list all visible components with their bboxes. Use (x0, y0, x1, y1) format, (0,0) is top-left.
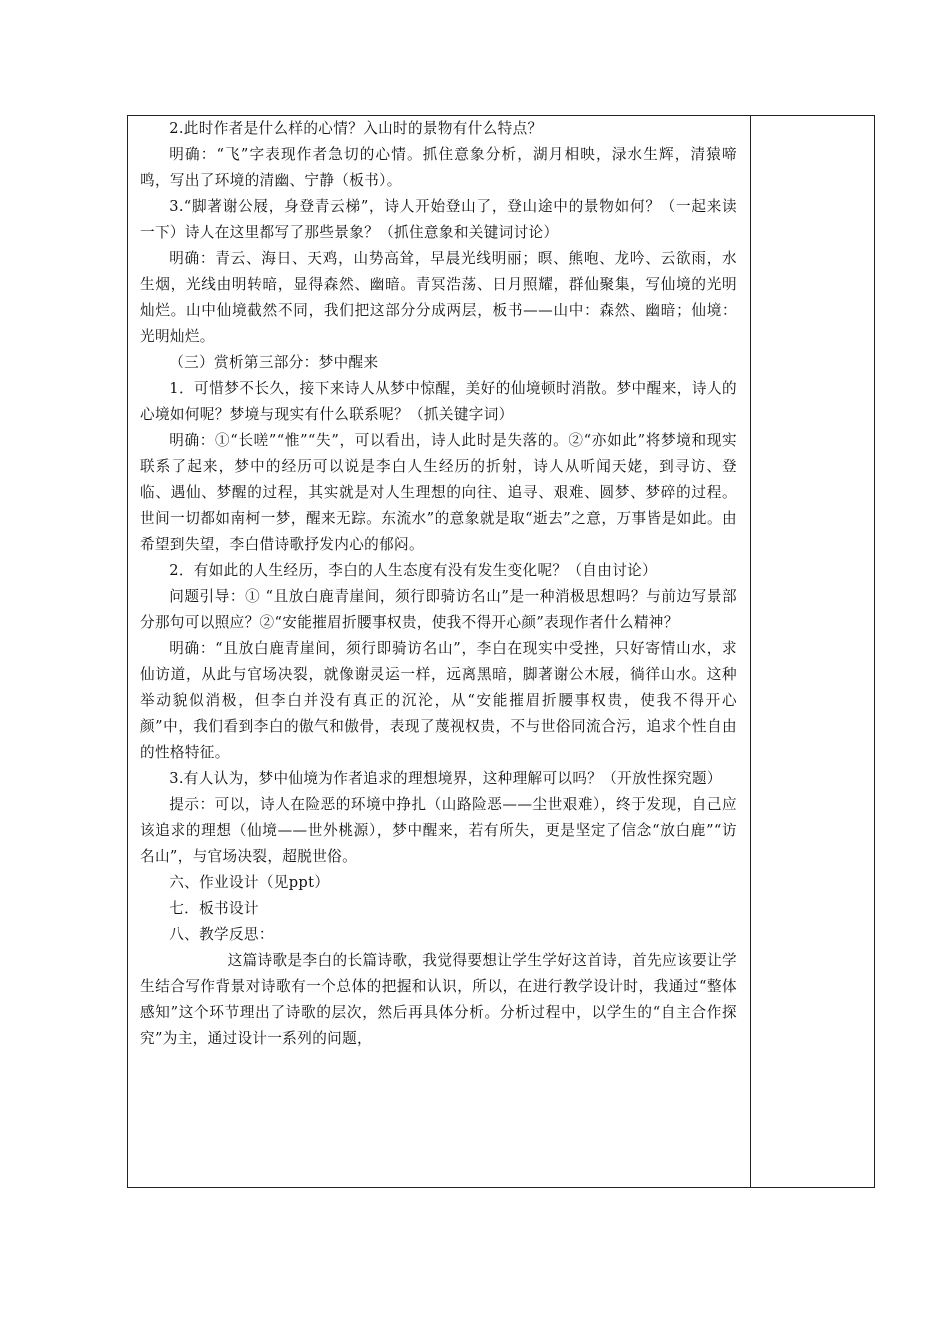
reflection-paragraph: 这篇诗歌是李白的长篇诗歌，我觉得要想让学生学好这首诗，首先应该要让学生结合写作背景对诗歌有一个总体的把握和认识，所以，在进行教学设计时，我通过“整体感知”这个环节理出了诗歌的层次，然后再具体分析。分析过程中，以学生的“自主合作探究”为主，通过设计一系列的问题， (140, 952, 737, 1047)
lesson-content-cell (128, 116, 750, 1052)
reflection-heading: 八、教学反思： (169, 926, 274, 943)
lesson-table (127, 115, 875, 1188)
question-paragraph: 2.此时作者是什么样的心情？入山时的景物有什么特点？ (169, 120, 543, 137)
question-paragraph: 2．有如此的人生经历，李白的人生态度有没有发生变化呢？（自由讨论） (169, 562, 658, 579)
question-paragraph: 3.“脚著谢公屐，身登青云梯”，诗人开始登山了，登山途中的景物如何？（一起来读一下）诗人在这里都写了那些景象？（抓住意象和关键词讨论） (140, 198, 737, 241)
section-heading: （三）赏析第三部分：梦中醒来 (169, 354, 379, 371)
answer-paragraph: 明确：“飞”字表现作者急切的心情。抓住意象分析，湖月相映，渌水生辉，清猿啼鸣，写出了环境的清幽、宁静（板书）。 (140, 146, 737, 189)
notes-cell (751, 116, 874, 1187)
answer-paragraph: 明确：青云、海日、天鸡，山势高耸，早晨光线明丽；暝、熊咆、龙吟、云欲雨，水生烟，光线由明转暗，显得森然、幽暗。青冥浩荡、日月照耀，群仙聚集，写仙境的光明灿烂。山中仙境截然不同，我们把这部分分成两层，板书——山中：森然、幽暗；仙境：光明灿烂。 (140, 250, 737, 345)
answer-paragraph: 明确：“且放白鹿青崖间，须行即骑访名山”，李白在现实中受挫，只好寄情山水，求仙访道，从此与官场决裂，就像谢灵运一样，远离黑暗，脚著谢公木屐，徜徉山水。这种举动貌似消极，但李白并没有真正的沉沦，从“安能摧眉折腰事权贵，使我不得开心颜”中，我们看到李白的傲气和傲骨，表现了蔑视权贵，不与世俗同流合污，追求个性自由的性格特征。 (140, 640, 737, 761)
question-paragraph: 1．可惜梦不长久，接下来诗人从梦中惊醒，美好的仙境顿时消散。梦中醒来，诗人的心境如何呢？梦境与现实有什么联系呢？（抓关键字词） (140, 380, 737, 423)
question-paragraph: 3.有人认为，梦中仙境为作者追求的理想境界，这种理解可以吗？（开放性探究题） (169, 770, 722, 787)
hint-paragraph: 提示：可以，诗人在险恶的环境中挣扎（山路险恶——尘世艰难），终于发现，自己应该追求的理想（仙境——世外桃源），梦中醒来，若有所失，更是坚定了信念“放白鹿”“访名山”，与官场决裂，超脱世俗。 (140, 796, 737, 865)
board-design-heading: 七．板书设计 (169, 900, 259, 917)
guide-paragraph: 问题引导：① “且放白鹿青崖间，须行即骑访名山”是一种消极思想吗？与前边写景部分那句可以照应？②“安能摧眉折腰事权贵，使我不得开心颜”表现作者什么精神？ (140, 588, 737, 631)
homework-heading: 六、作业设计（见ppt） (169, 874, 330, 891)
answer-paragraph: 明确：①“长嗟”“惟”“失”，可以看出，诗人此时是失落的。②“亦如此”将梦境和现实联系了起来，梦中的经历可以说是李白人生经历的折射，诗人从听闻天姥，到寻访、登临、遇仙、梦醒的过程，其实就是对人生理想的向往、追寻、艰难、圆梦、梦碎的过程。世间一切都如南柯一梦，醒来无踪。东流水”的意象就是取“逝去”之意，万事皆是如此。由希望到失望，李白借诗歌抒发内心的郁闷。 (140, 432, 737, 553)
